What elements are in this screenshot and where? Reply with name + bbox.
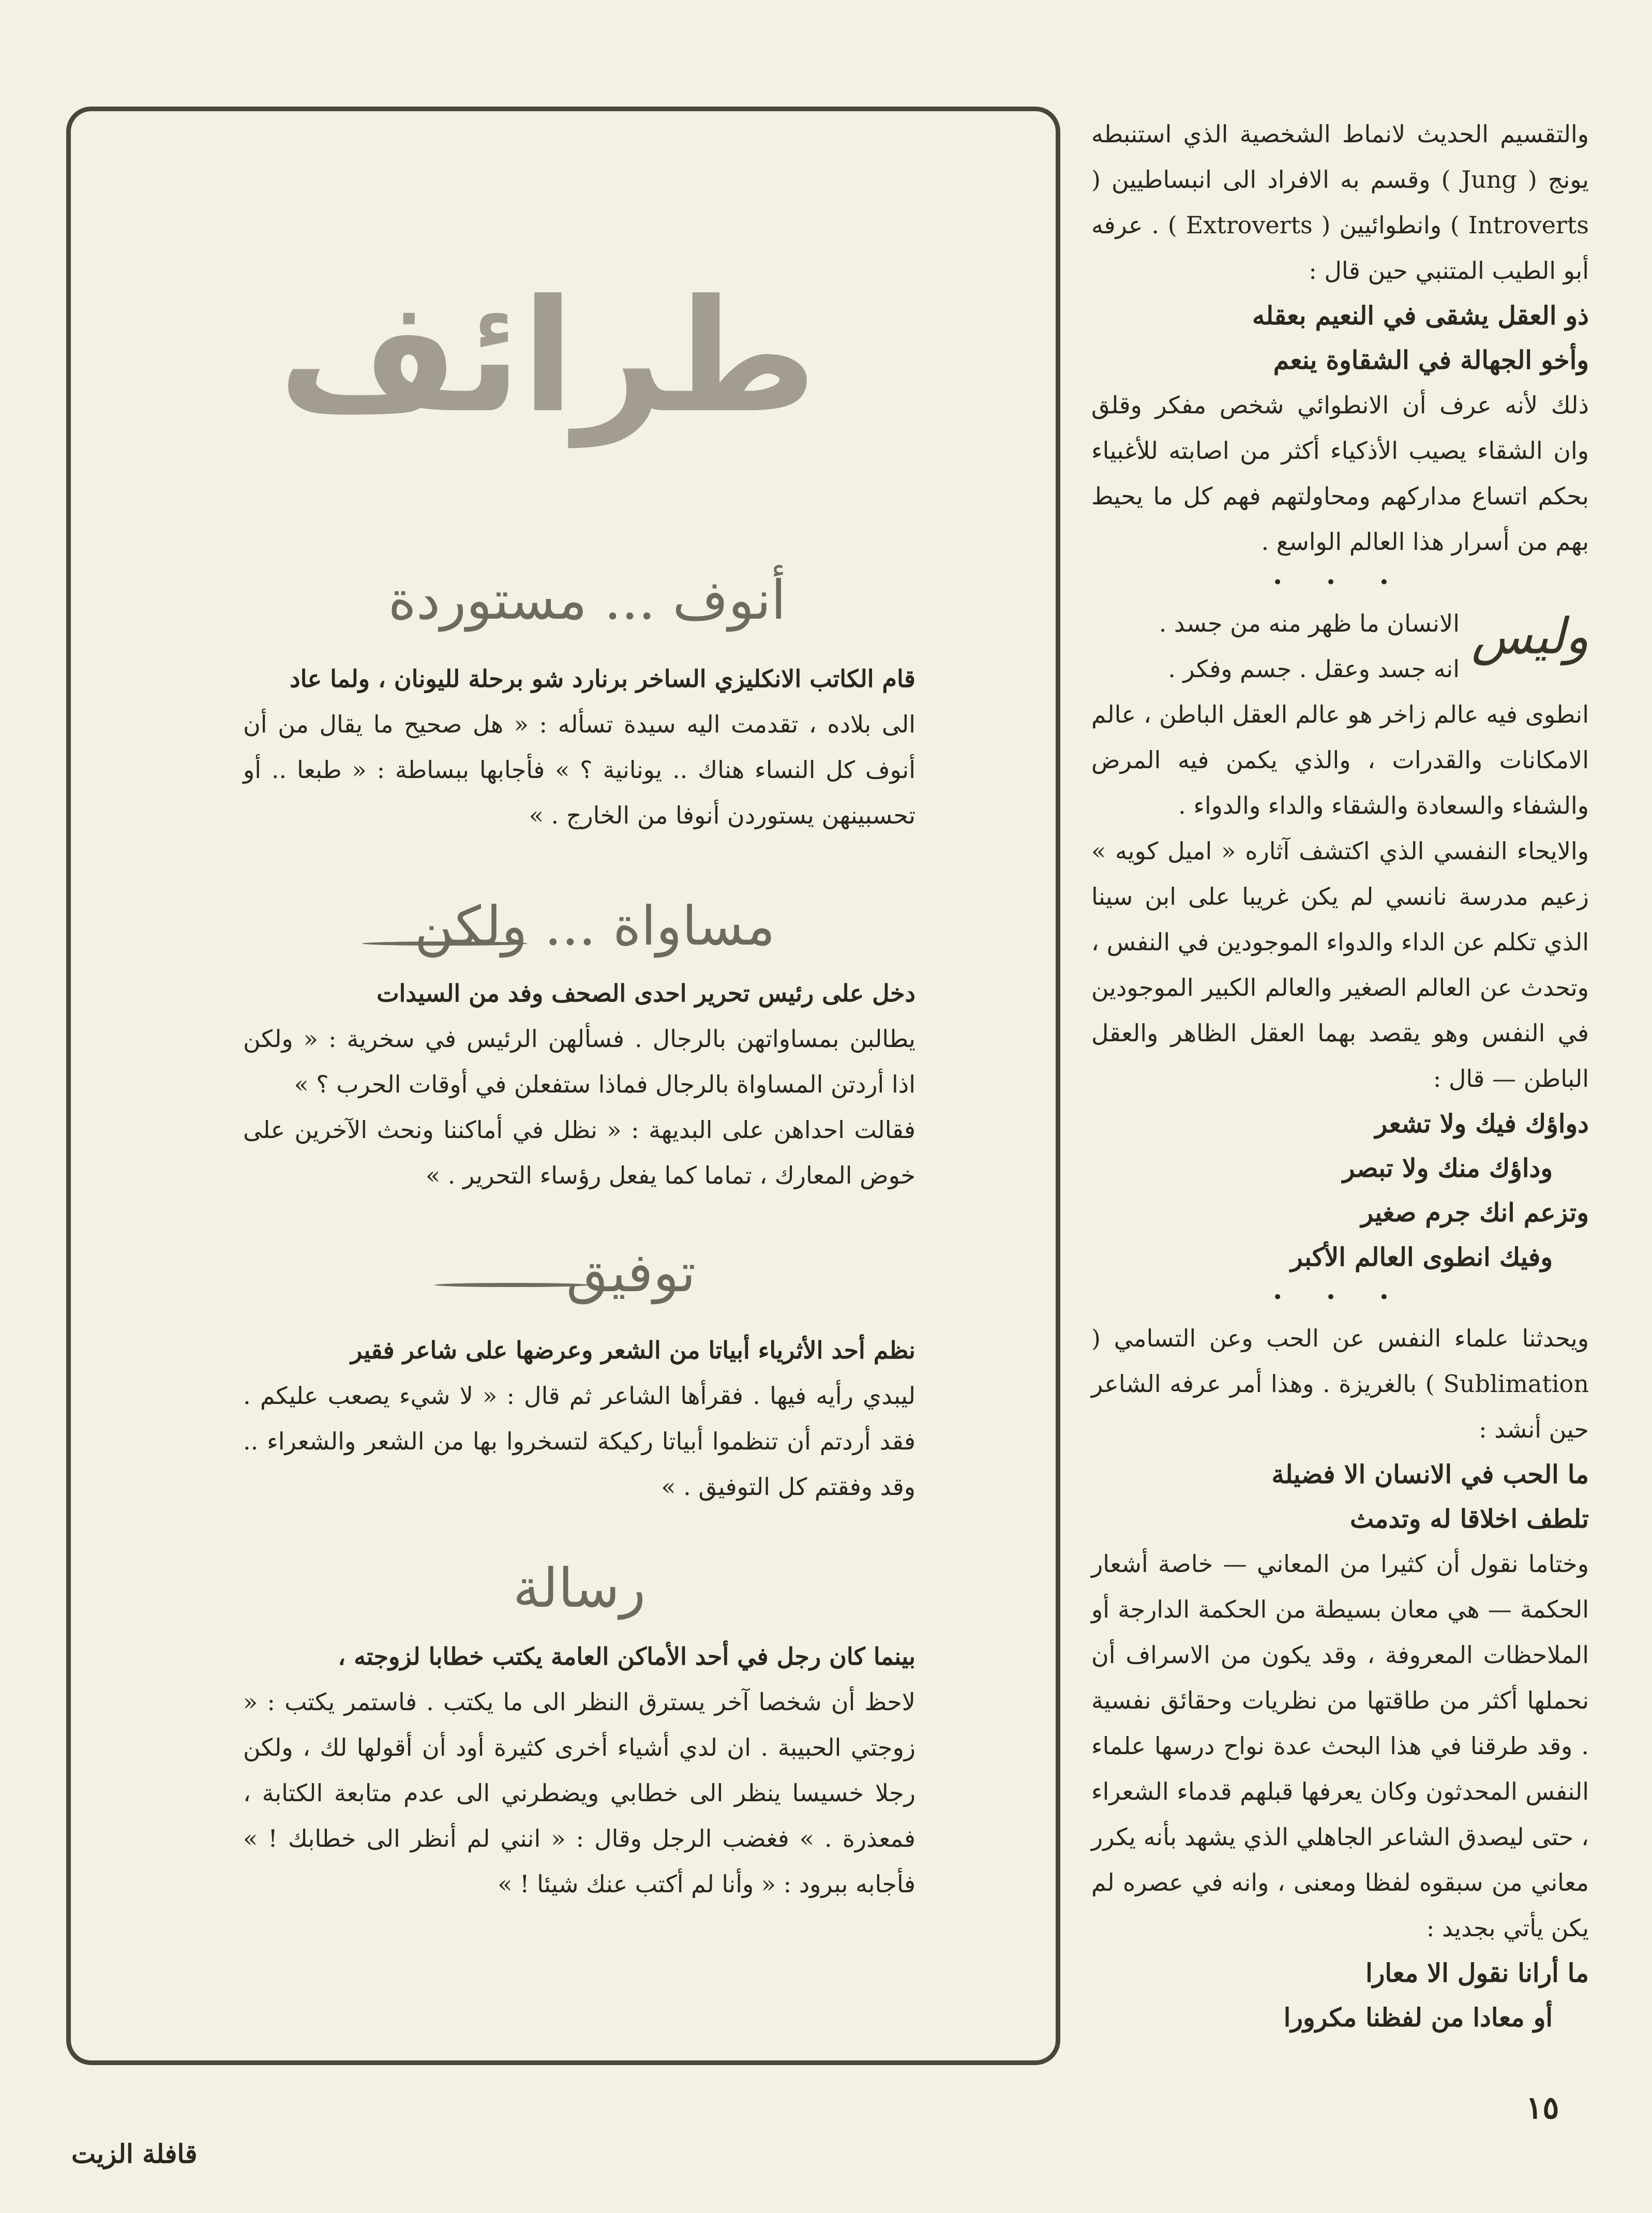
verse-line: وأخو الجهالة في الشقاوة ينعم [1273,345,1589,375]
heading-swash [362,941,528,946]
section-heading-equality: مساواة ... ولكن [414,894,775,958]
anecdote-body: فقالت احداهن على البديهة : « نظل في أماكننا ونحث الآخرين على خوض المعارك ، تماما كما يفعل رؤساء التحرير . » [243,1116,915,1189]
section-separator: • • • [1272,1287,1408,1308]
article-paragraph: انطوى فيه عالم زاخر هو عالم العقل الباطن ، عالم الامكانات والقدرات ، والذي يكمن فيه المرض والشفاء والسعادة والشقاء والداء والدواء . [1091,700,1589,819]
anecdote-equality [243,970,915,1198]
page-number: ١٥ [1526,2090,1559,2126]
section-heading-noses: أنوف ... مستوردة [388,569,786,632]
anecdote-lead: بينما كان رجل في أحد الأماكن العامة يكتب خطابا لزوجته ، [338,1642,915,1670]
verse-line: تلطف اخلاقا له وتدمث [1349,1504,1589,1534]
section-heading-letter: رسالة [513,1557,646,1620]
article-paragraph: ويحدثنا علماء النفس عن الحب وعن التسامي ( Sublimation ) بالغريزة . وهذا أمر عرفه الشاعر حين أنشد : [1091,1324,1589,1443]
right-column-article [1091,111,1589,2040]
verse-closing [1091,1951,1589,2040]
anecdote-letter [243,1634,915,1907]
verse-line: أو معادا من لفظنا مكرورا [1283,2002,1553,2032]
anecdote-lead: قام الكاتب الانكليزي الساخر برنارد شو برحلة لليونان ، ولما عاد [290,665,915,693]
article-paragraph: وختاما نقول أن كثيرا من المعاني — خاصة أشعار الحكمة — هي معان بسيطة من الحكمة الدارجة أو الملاحظات المعروفة ، وقد يكون من الاسراف أن نحملها أكثر من طاقتها من نظريات وحقائق نفسية . وقد طرقنا في هذا البحث عدة نواح درسها علماء النفس المحدثون وكان يعرفها قبلهم قدماء الشعراء ، حتى ليصدق الشاعر الجاهلي الذي يشهد بأنه يكرر معاني من سبقوه لفظا ومعنى ، وانه في عصره لم يكن يأتي بجديد : [1091,1550,1589,1942]
verse-line: دواؤك فيك ولا تشعر [1375,1109,1589,1139]
anecdote-noses [243,656,915,838]
verse-line: ما أرانا نقول الا معارا [1365,1958,1589,1988]
verse-mutanabbi [1091,293,1589,382]
wali-section [1091,601,1589,692]
section-separator: • • • [1272,572,1408,593]
anecdote-tawfiq [243,1327,915,1509]
article-intro: والتقسيم الحديث لانماط الشخصية الذي استنبطه يونج ( Jung ) وقسم به الافراد الى انبساطيين ( Introverts ) وانطوائيين ( Extroverts ) . عرفه أبو الطيب المتنبي حين قال : [1091,120,1589,285]
verse-line: ذو العقل يشقى في النعيم بعقله [1252,301,1589,331]
anecdote-lead: نظم أحد الأثرياء أبياتا من الشعر وعرضها على شاعر فقير [351,1336,915,1364]
anecdote-body: ليبدي رأيه فيها . فقرأها الشاعر ثم قال : « لا شيء يصعب عليكم . فقد أردتم أن تنظموا أبياتا ركيكة لتسخروا بها من الشعر والشعراء .. وقد وفقتم كل التوفيق . » [243,1382,915,1501]
article-paragraph: والايحاء النفسي الذي اكتشف آثاره « اميل كويه » زعيم مدرسة نانسي لم يكن غريبا على ابن سينا الذي تكلم عن الداء والدواء الموجودين في النفس ، وتحدث عن العالم الصغير والعالم الكبير الموجودين في النفس وهو يقصد بهما العقل الظاهر والعقل الباطن — قال : [1091,837,1589,1093]
heading-swash [434,1283,590,1287]
magazine-name: قافلة الزيت [71,2139,198,2169]
section-heading-tawfiq: توفيق [566,1241,696,1304]
verse-line: وتزعم انك جرم صغير [1361,1198,1589,1228]
anecdote-body: يطالبن بمساواتهن بالرجال . فسألهن الرئيس في سخرية : « ولكن اذا أردتن المساواة بالرجال فماذا ستفعلن في أوقات الحرب ؟ » [243,1025,915,1098]
anecdote-lead: دخل على رئيس تحرير احدى الصحف وفد من السيدات [377,979,915,1007]
decorative-initial-word: وليس [1471,607,1589,665]
article-line: الانسان ما ظهر منه من جسد . [1159,609,1460,637]
verse-line: وفيك انطوى العالم الأكبر [1290,1242,1553,1272]
verse-love [1091,1452,1589,1541]
verse-line: وداؤك منك ولا تبصر [1342,1153,1553,1183]
verse-line: ما الحب في الانسان الا فضيلة [1271,1459,1589,1489]
anecdote-body: لاحظ أن شخصا آخر يسترق النظر الى ما يكتب . فاستمر يكتب : « زوجتي الحبيبة . ان لدي أشياء أخرى كثيرة أود أن أقولها لك ، ولكن رجلا خسيسا ينظر الى خطابي ويضطرني الى عدم متابعة الكتابة ، فمعذرة . » فغضب الرجل وقال : « انني لم أنظر الى خطابك ! » فأجابه ببرود : « وأنا لم أكتب عنك شيئا ! » [243,1688,915,1898]
article-paragraph: ذلك لأنه عرف أن الانطوائي شخص مفكر وقلق وان الشقاء يصيب الأذكياء أكثر من اصابته للأغبياء بحكم اتساع مداركهم ومحاولتهم فهم كل ما يحيط بهم من أسرار هذا العالم الواسع . [1091,391,1589,556]
verse-ibn-sina [1091,1101,1589,1279]
anecdote-body: الى بلاده ، تقدمت اليه سيدة تسأله : « هل صحيح ما يقال من أن أنوف كل النساء هناك .. يونانية ؟ » فأجابها ببساطة : « طبعا .. أو تحسبينهن يستوردن أنوفا من الخارج . » [243,710,915,829]
article-line: انه جسد وعقل . جسم وفكر . [1168,655,1460,683]
box-title: طرائف [278,266,817,447]
